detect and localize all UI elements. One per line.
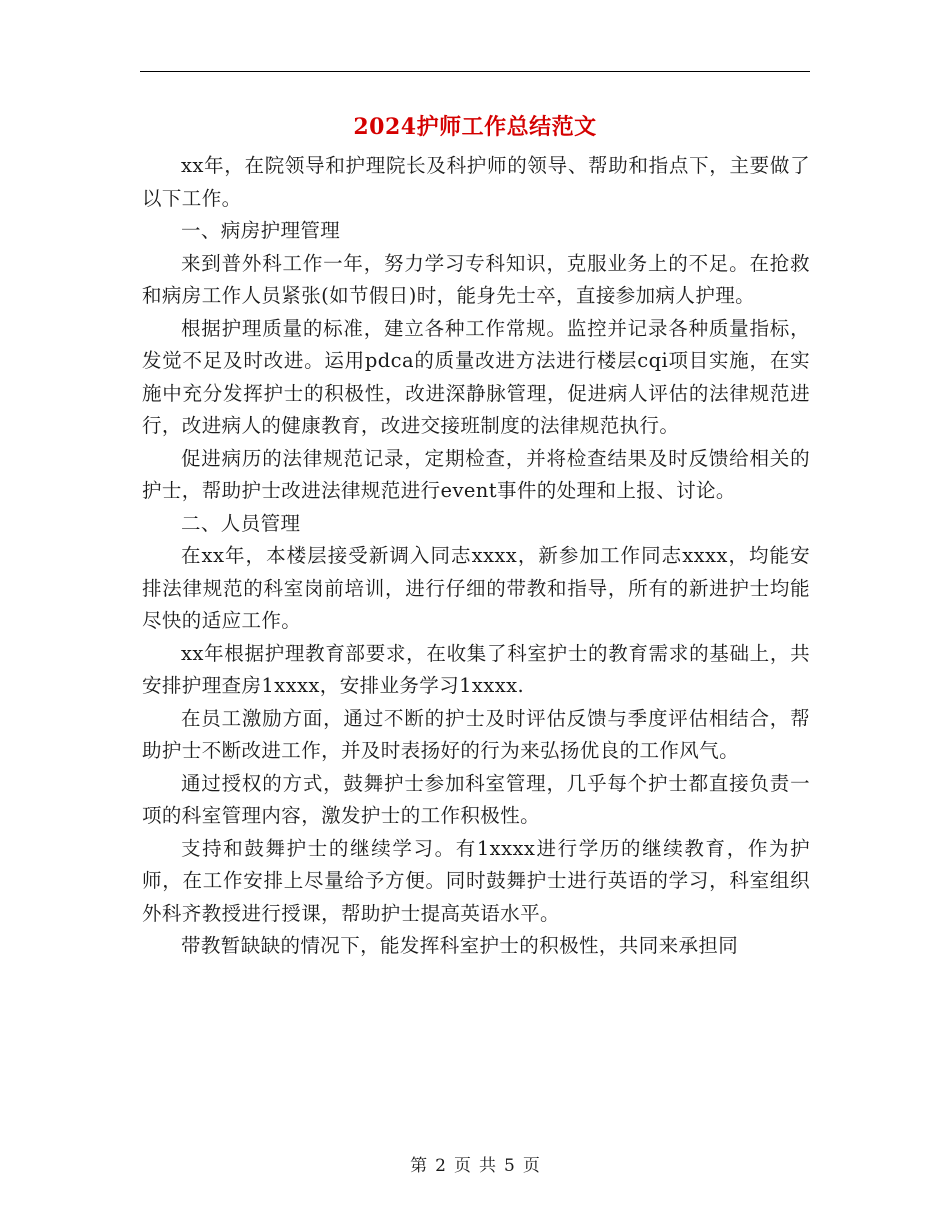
header-rule	[140, 71, 810, 72]
paragraph: 来到普外科工作一年，努力学习专科知识，克服业务上的不足。在抢救和病房工作人员紧张(如节假日)时，能身先士卒，直接参加病人护理。	[142, 251, 810, 307]
current-page-number: 2	[435, 1156, 446, 1176]
footer-prefix: 第	[410, 1156, 428, 1176]
footer-total-word: 共	[479, 1156, 496, 1176]
paragraph: 通过授权的方式，鼓舞护士参加科室管理，几乎每个护士都直接负责一项的科室管理内容，激发护士的工作积极性。	[142, 771, 810, 827]
total-page-count: 5	[504, 1156, 515, 1176]
paragraph: xx年，在院领导和护理院长及科护师的领导、帮助和指点下，主要做了以下工作。	[142, 154, 810, 210]
footer-suffix: 页	[522, 1156, 540, 1176]
section-heading: 二、人员管理	[181, 511, 301, 535]
paragraph: 带教暂缺缺的情况下，能发挥科室护士的积极性，共同来承担同	[181, 934, 739, 957]
footer-page-word: 页	[454, 1156, 471, 1176]
document-body	[142, 150, 810, 963]
section-heading: 一、病房护理管理	[181, 219, 341, 242]
document-title: 2024护师工作总结范文	[353, 114, 597, 140]
paragraph: 根据护理质量的标准，建立各种工作常规。监控并记录各种质量指标，发觉不足及时改进。运用pdca的质量改进方法进行楼层cqi项目实施，在实施中充分发挥护士的积极性，改进深静脉管理，促进病人评估的法律规范进行，改进病人的健康教育，改进交接班制度的法律规范执行。	[142, 316, 810, 437]
paragraph: 在员工激励方面，通过不断的护士及时评估反馈与季度评估相结合，帮助护士不断改进工作，并及时表扬好的行为来弘扬优良的工作风气。	[142, 706, 810, 762]
paragraph: 促进病历的法律规范记录，定期检查，并将检查结果及时反馈给相关的护士，帮助护士改进法律规范进行event事件的处理和上报、讨论。	[142, 446, 810, 502]
paragraph: xx年根据护理教育部要求，在收集了科室护士的教育需求的基础上，共安排护理查房1xxxx，安排业务学习1xxxx.	[142, 641, 810, 697]
page-footer	[0, 1154, 950, 1178]
paragraph: 在xx年，本楼层接受新调入同志xxxx，新参加工作同志xxxx，均能安排法律规范的科室岗前培训，进行仔细的带教和指导，所有的新进护士均能尽快的适应工作。	[142, 544, 810, 632]
paragraph: 支持和鼓舞护士的继续学习。有1xxxx进行学历的继续教育，作为护师，在工作安排上尽量给予方便。同时鼓舞护士进行英语的学习，科室组织外科齐教授进行授课，帮助护士提高英语水平。	[142, 836, 810, 925]
